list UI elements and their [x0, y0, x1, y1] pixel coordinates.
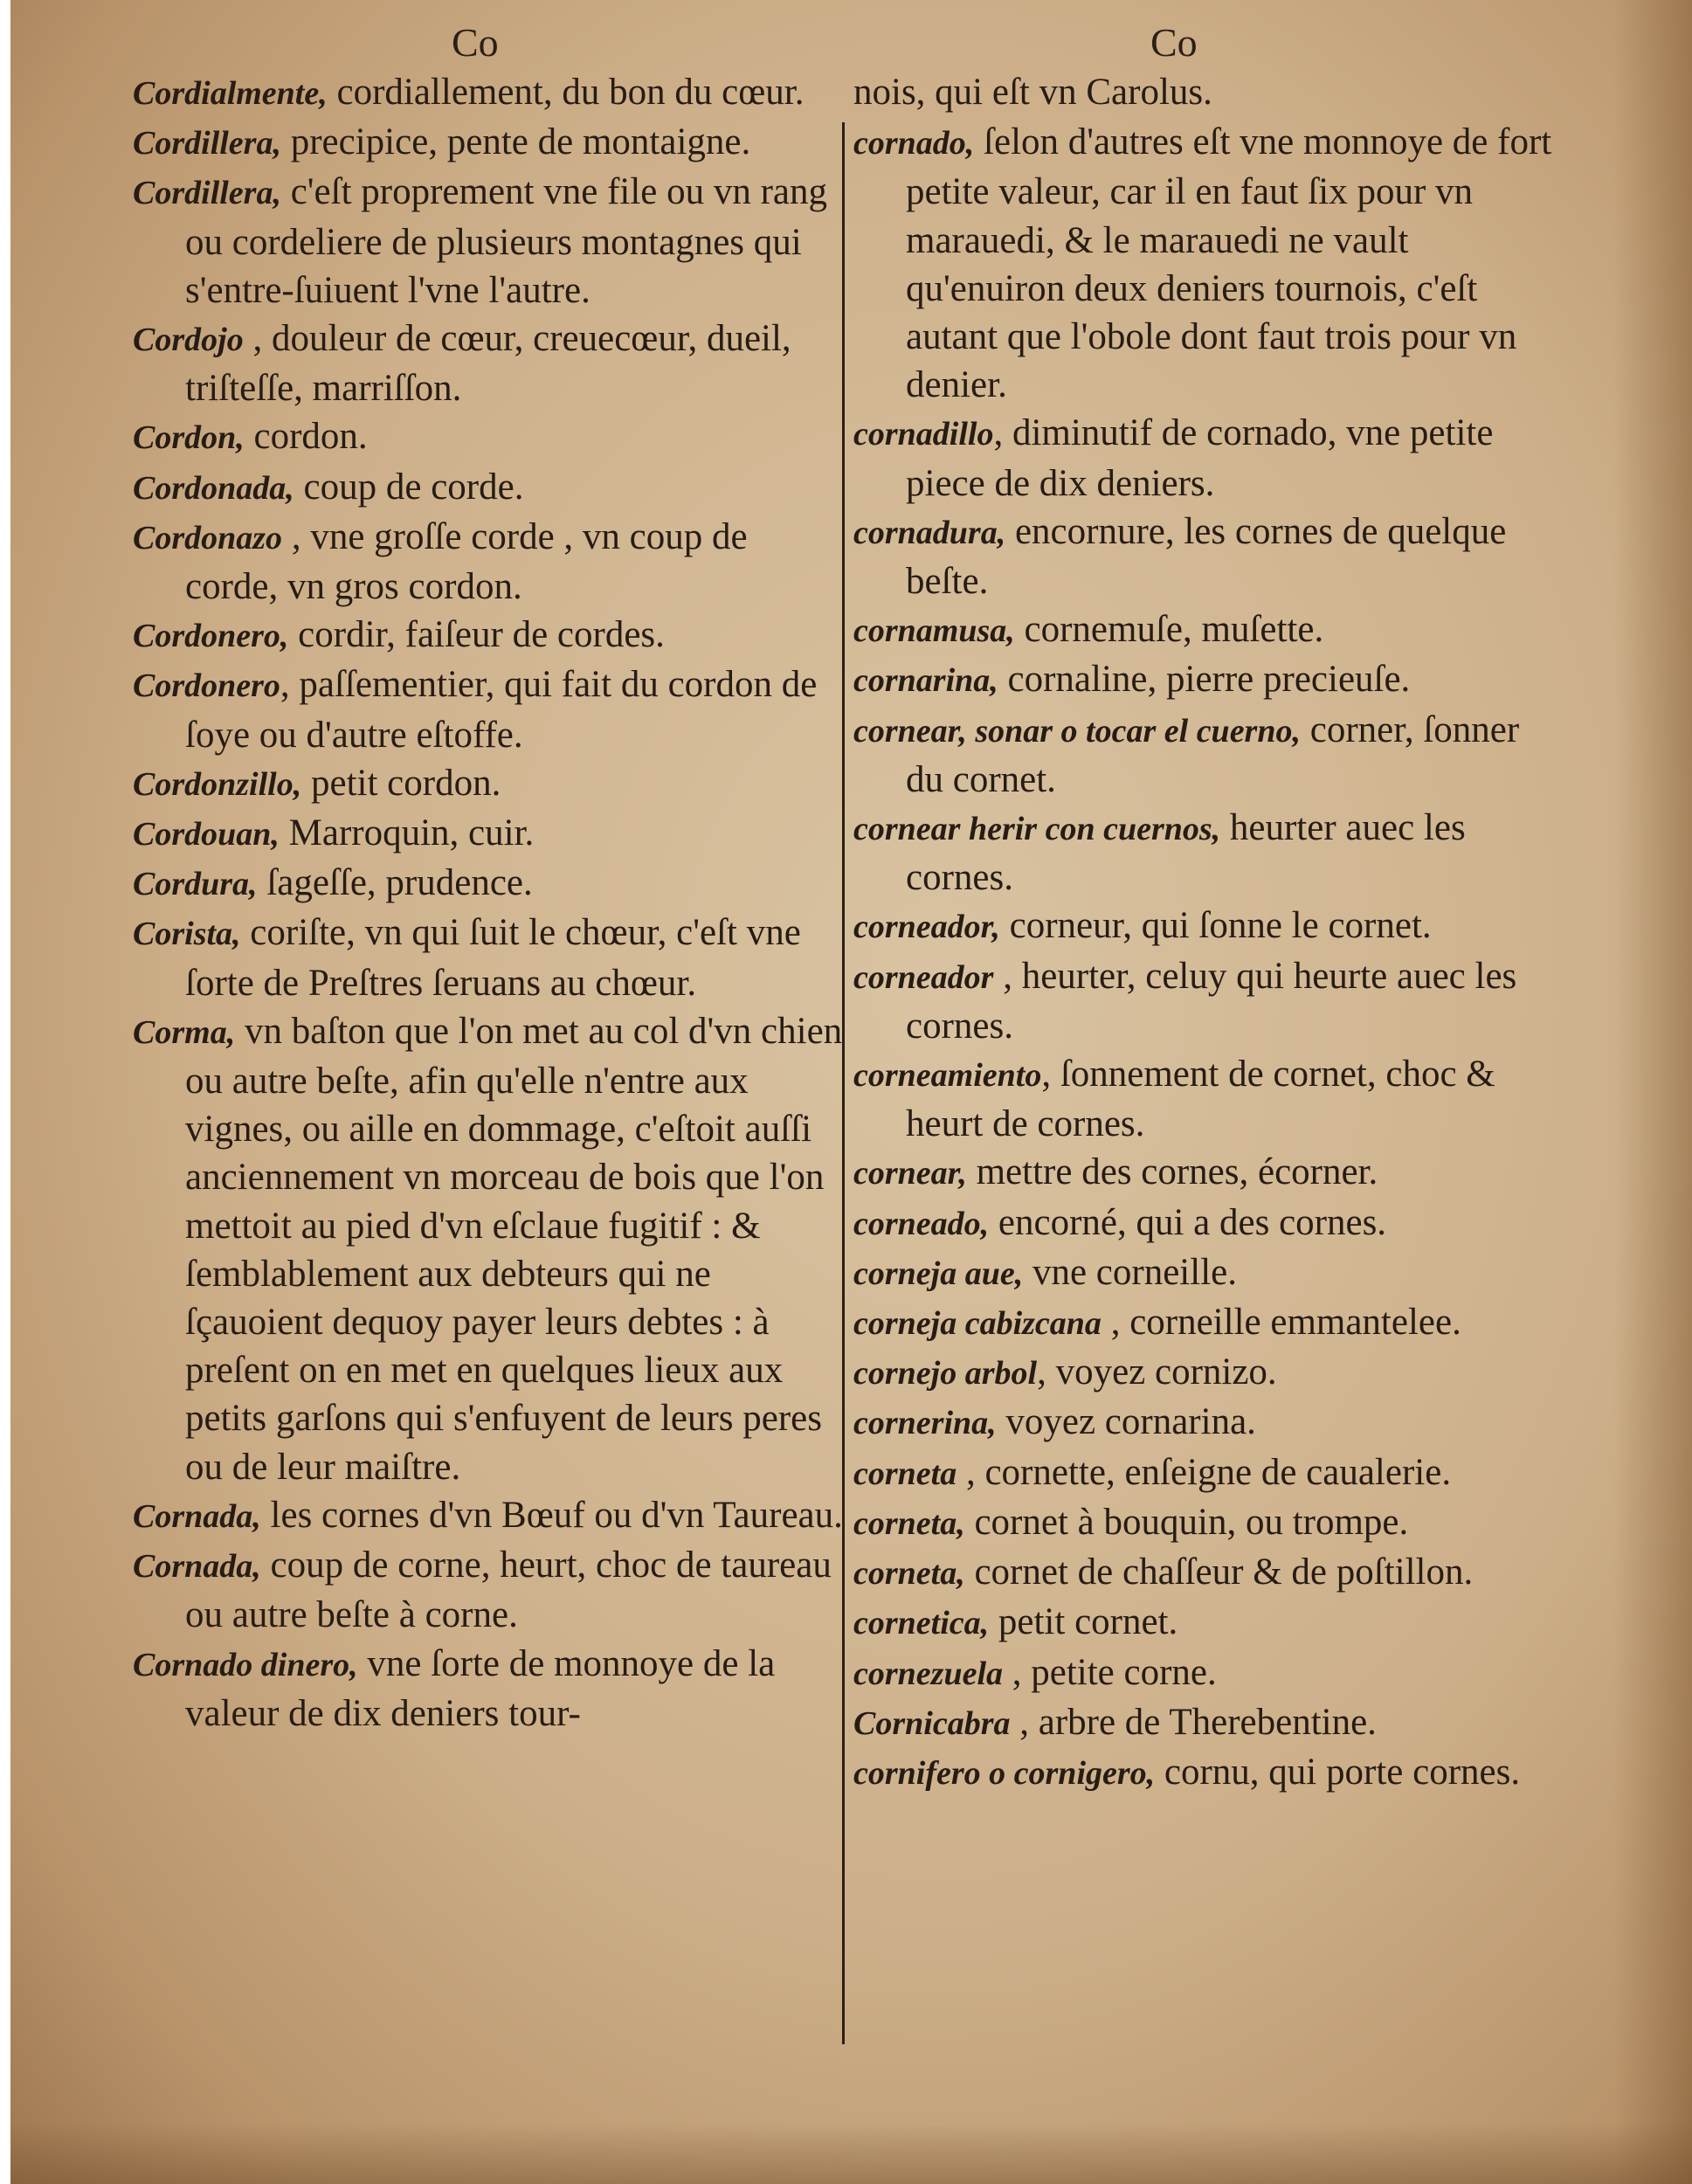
dictionary-entry [853, 409, 1552, 507]
entry-term: corneja aue, [853, 1254, 1024, 1292]
dictionary-entry [133, 412, 849, 462]
entry-term: Corista, [133, 916, 241, 953]
dictionary-entry [853, 1348, 1552, 1398]
dictionary-entry [853, 1548, 1552, 1598]
page-edge-shadow-bottom [10, 2123, 1692, 2184]
entry-term: Cornado dinero, [133, 1646, 358, 1683]
right-column [853, 68, 1552, 1798]
dictionary-entry [133, 1640, 849, 1738]
dictionary-entry [133, 909, 849, 1006]
dictionary-entry [133, 513, 849, 611]
entry-definition: cornu, qui porte cornes. [1155, 1751, 1521, 1793]
entry-term: cornadillo [853, 416, 994, 453]
entry-term: Cordonzillo, [133, 765, 302, 803]
entry-definition: encorné, qui a des cornes. [989, 1201, 1387, 1243]
dictionary-entry [853, 1398, 1552, 1448]
entry-term: corneja cabizcana [853, 1305, 1102, 1343]
dictionary-entry [853, 1498, 1552, 1548]
entry-term: cornetica, [853, 1605, 990, 1642]
dictionary-entry [853, 1698, 1552, 1748]
entry-term: corneado, [853, 1205, 990, 1242]
entry-term: corneta, [853, 1555, 965, 1593]
entry-definition: petit cornet. [989, 1601, 1178, 1643]
dictionary-entry [853, 804, 1552, 902]
entry-term: cornifero o cornigero, [853, 1754, 1156, 1792]
dictionary-entry [133, 1491, 849, 1541]
entry-definition: cordon. [244, 416, 368, 458]
entry-term: Cordillera, [133, 125, 281, 162]
entry-definition: coriſte, vn qui ſuit le chœur, c'eſt vne ſorte de Preſtres ſeruans au chœur. [185, 912, 801, 1004]
entry-definition: mettre des cornes, écorner. [966, 1151, 1378, 1193]
entry-term: cornear herir con cuernos, [853, 811, 1221, 848]
entry-definition: , paſſementier, qui fait du cordon de ſoye ou d'autre eſtoffe. [185, 664, 818, 756]
entry-definition: cornet de chaſſeur & de poſtillon. [964, 1552, 1474, 1593]
entry-definition: , voyez cornizo. [1037, 1351, 1277, 1393]
entry-definition: corner, ſonner du cornet. [906, 708, 1520, 800]
entry-term: Cordojo [133, 321, 244, 359]
dictionary-entry [853, 1448, 1552, 1498]
entry-term: cornerina, [853, 1405, 997, 1442]
entry-term: cornezuela [853, 1655, 1003, 1692]
dictionary-entry [133, 759, 849, 809]
dictionary-entry [133, 168, 849, 314]
entry-definition: vne ſorte de monnoye de la valeur de dix deniers tour- [185, 1642, 776, 1734]
entry-definition: heurter auec les cornes. [906, 807, 1466, 899]
entry-term: cornear, sonar o tocar el cuerno, [853, 712, 1301, 750]
entry-term: Cordura, [133, 866, 258, 903]
entry-definition: , diminutif de cornado, vne petite piece de dix deniers. [906, 412, 1494, 504]
entry-term: corneador, [853, 909, 1000, 946]
entry-term: cornarina, [853, 662, 998, 700]
dictionary-entry [133, 1541, 849, 1639]
dictionary-entry [853, 68, 1552, 118]
entry-term: corneta [853, 1455, 957, 1492]
entry-definition: , vne groſſe corde , vn coup de corde, vn gros cordon. [185, 515, 748, 608]
dictionary-entry [133, 314, 849, 412]
entry-definition: , corneille emmantelee. [1101, 1302, 1461, 1344]
entry-term: Cordon, [133, 419, 245, 457]
dictionary-entry [853, 1298, 1552, 1348]
entry-definition: vne corneille. [1023, 1251, 1237, 1293]
entry-term: Cordonazo [133, 519, 283, 556]
entry-term: Cornada, [133, 1548, 261, 1586]
dictionary-entry [853, 1148, 1552, 1198]
dictionary-entry [853, 706, 1552, 804]
book-page [10, 0, 1692, 2184]
dictionary-entry [853, 508, 1552, 605]
entry-term: cornamusa, [853, 612, 1015, 650]
entry-definition: coup de corne, heurt, choc de taureau ou autre beſte à corne. [185, 1545, 832, 1636]
entry-definition: vn baſton que l'on met au col d'vn chien ou autre beſte, afin qu'elle n'entre aux vignes, ou aille en dommage, c'eſtoit auſſi anciennement vn morceau de bois que l'on mettoit au pied d'vn eſclaue fugitif : & ſemblablement aux debteurs qui ne ſçauoient dequoy payer leurs debtes : à preſent on en met en quelques lieux aux petits garſons qui s'enfuyent de leurs peres ou de leur maiſtre. [185, 1010, 843, 1488]
dictionary-entry [133, 1007, 849, 1491]
entry-term: cornadura, [853, 514, 1006, 551]
entry-term: Cordonada, [133, 469, 294, 507]
entry-definition: cornet à bouquin, ou trompe. [964, 1501, 1409, 1543]
entry-definition: nois, qui eſt vn Carolus. [853, 72, 1212, 113]
dictionary-entry [133, 660, 849, 758]
dictionary-entry [853, 1050, 1552, 1148]
entry-definition: cordir, faiſeur de cordes. [288, 614, 665, 656]
dictionary-entry [853, 605, 1552, 655]
entry-definition: ſageſſe, prudence. [257, 862, 533, 904]
entry-definition: , ſonnement de cornet, choc & heurt de cornes. [906, 1054, 1495, 1145]
entry-term: Cordouan, [133, 816, 280, 854]
entry-definition: voyez cornarina. [996, 1401, 1256, 1443]
entry-definition: petit cordon. [301, 762, 501, 804]
dictionary-entry [853, 1648, 1552, 1698]
dictionary-entry [853, 1199, 1552, 1248]
dictionary-entry [853, 902, 1552, 951]
entry-definition: coup de corde. [294, 466, 524, 508]
dictionary-entry [133, 809, 849, 859]
dictionary-entry [853, 1748, 1552, 1798]
entry-definition: cornemuſe, muſette. [1014, 609, 1324, 651]
page-edge-shadow-right [1613, 0, 1692, 2184]
entry-definition: , petite corne. [1003, 1651, 1217, 1693]
running-head-right: Co [1150, 20, 1198, 65]
entry-term: corneador [853, 958, 994, 996]
entry-definition: , arbre de Therebentine. [1010, 1701, 1377, 1743]
dictionary-entry [853, 118, 1552, 409]
entry-term: cornado, [853, 125, 975, 162]
entry-term: Cordonero, [133, 618, 289, 655]
entry-term: Cordillera, [133, 175, 281, 212]
dictionary-entry [133, 463, 849, 513]
entry-term: corneta, [853, 1504, 965, 1542]
entry-definition: , cornette, enſeigne de caualerie. [956, 1451, 1452, 1493]
entry-definition: , heurter, celuy qui heurte auec les cornes. [906, 955, 1517, 1047]
entry-definition: cornaline, pierre precieuſe. [998, 659, 1411, 701]
dictionary-entry [853, 952, 1552, 1050]
entry-definition: encornure, les cornes de quelque beſte. [906, 510, 1507, 603]
dictionary-entry [133, 859, 849, 909]
entry-definition: cordiallement, du bon du cœur. [327, 72, 805, 113]
dictionary-entry [853, 655, 1552, 705]
dictionary-entry [853, 1598, 1552, 1648]
dictionary-entry [133, 68, 849, 118]
entry-term: corneamiento [853, 1057, 1042, 1095]
entry-term: cornejo arbol [853, 1355, 1038, 1393]
entry-term: Cordialmente, [133, 75, 328, 112]
entry-definition: precipice, pente de montaigne. [280, 121, 751, 163]
dictionary-entry [133, 118, 849, 168]
entry-definition: c'eſt proprement vne file ou vn rang ou cordeliere de plusieurs montagnes qui s'entre-ſuiuent l'vne l'autre. [185, 171, 828, 311]
entry-term: Cornicabra [853, 1704, 1011, 1742]
entry-definition: corneur, qui ſonne le cornet. [999, 905, 1432, 947]
entry-term: Corma, [133, 1013, 236, 1051]
entry-term: Cornada, [133, 1497, 261, 1535]
dictionary-entry [133, 611, 849, 660]
entry-term: cornear, [853, 1155, 967, 1192]
entry-definition: , douleur de cœur, creuecœur, dueil, triſteſſe, marriſſon. [185, 318, 791, 410]
entry-term: Cordonero [133, 667, 280, 705]
left-column [133, 68, 849, 1738]
dictionary-entry [853, 1248, 1552, 1298]
entry-definition: ſelon d'autres eſt vne monnoye de fort petite valeur, car il en faut ſix pour vn marauedi, & le marauedi ne vault qu'enuiron deux deniers tournois, c'eſt autant que l'obole dont faut trois pour vn denier. [906, 121, 1552, 406]
running-head-left: Co [452, 20, 499, 65]
entry-definition: les cornes d'vn Bœuf ou d'vn Taureau. [260, 1494, 843, 1536]
entry-definition: Marroquin, cuir. [279, 812, 535, 854]
